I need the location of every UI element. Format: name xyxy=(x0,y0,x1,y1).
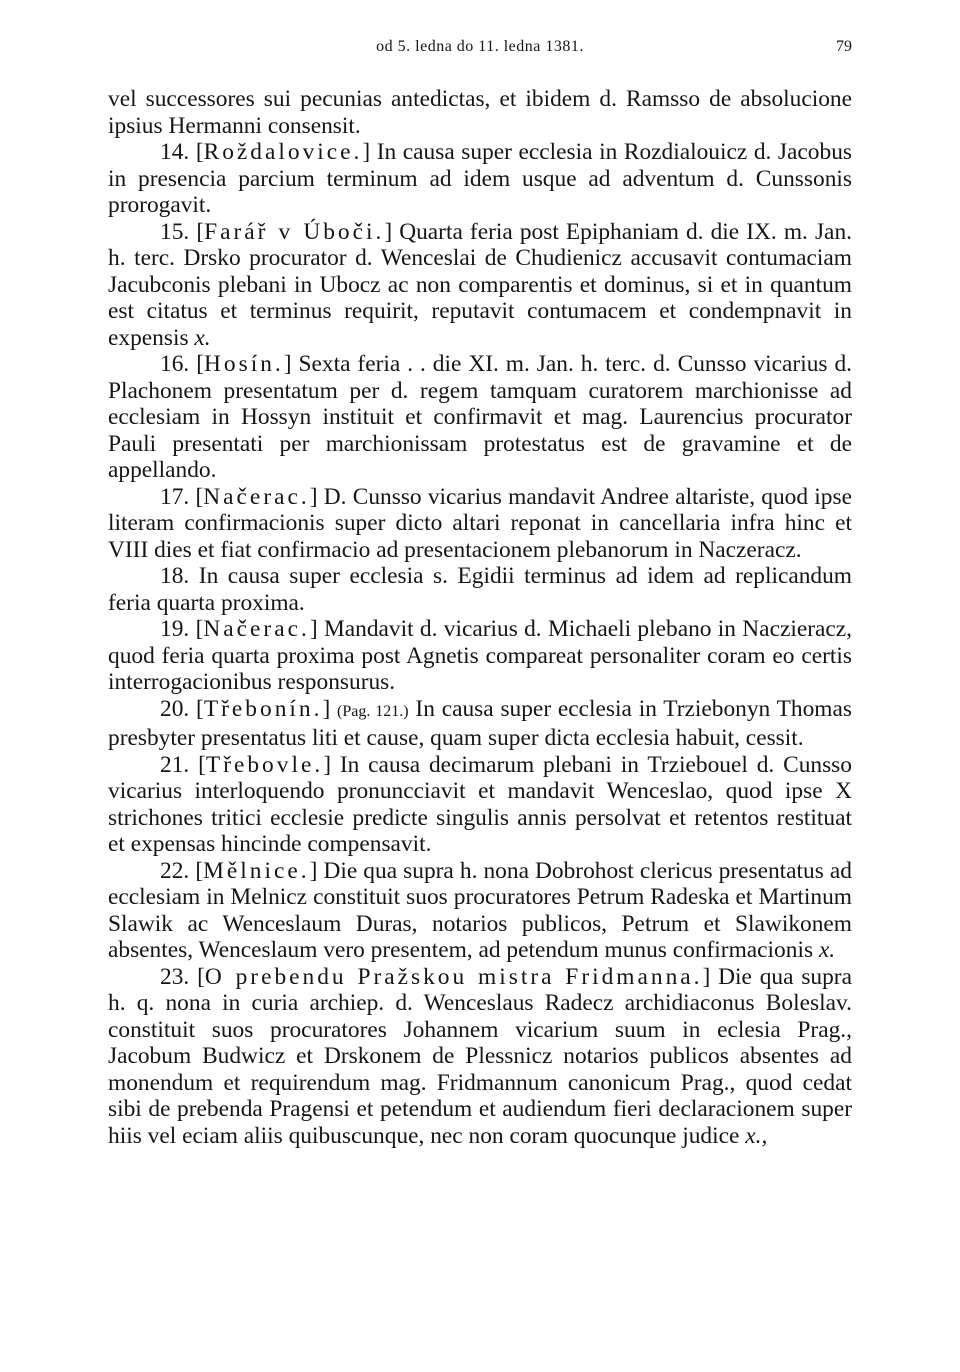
entry-tail: x. xyxy=(194,324,211,351)
entry-17: 17. [Načerac.] D. Cunsso vicarius mandavit Andree altariste, quod ipse literam confirmacionis super dicto altari reponat in cancellaria infra hinc et VIII dies et fiat confirmacio ad presentacionem plebanorum in Naczeracz. xyxy=(108,483,852,563)
place-name: O prebendu Pražskou mistra Fridmanna. xyxy=(204,963,703,990)
place-name: Mělnice. xyxy=(203,857,310,884)
entry-18 xyxy=(108,563,852,616)
entry-number: 21. xyxy=(160,751,190,778)
place-name: Třebonín. xyxy=(203,695,323,722)
entry-number: 17. xyxy=(160,483,190,510)
entry-16: 16. [Hosín.] Sexta feria . . die XI. m. Jan. h. terc. d. Cunsso vicarius d. Plachonem presentatum per d. regem tamquam curatorem marchionisse ad ecclesiam in Hossyn instituit et confirmavit et mag. Laurencius procurator Pauli presentati per marchionissam protestatus est de gravamine et de appellando. xyxy=(108,351,852,483)
entry-text: Quarta feria post Epiphaniam d. die IX. m. Jan. h. terc. Drsko procurator d. Wenceslai de Chudienicz accusavit contumaciam Jacubconis plebani in Ubocz ac non comparentis et dominus, si et in quantum est citatus et terminus requirit, reputavit contumacem et condempnavit in expensis xyxy=(108,218,852,351)
entry-number: 23. xyxy=(160,963,190,990)
entry-text: Die qua supra h. nona Dobrohost clericus presentatus ad ecclesiam in Melnicz constituit suos procuratores Petrum Radeska et Martinum Slawik ac Wenceslaum Duras, notarios publicos, Petrum et Slawikonem absentes, Wenceslaum vero presentem, ad petendum munus confirmacionis xyxy=(108,857,853,963)
entry-21: 21. [Třebovle.] In causa decimarum plebani in Trziebouel d. Cunsso vicarius interloquendo pronuncciavit et mandavit Wenceslao, quod ipse X strichones tritici ecclesie predicte singulis annis persolvat et retentos restituat et expensas hincinde compensavit. xyxy=(108,751,852,857)
entry-text: Sexta feria . . die XI. m. Jan. h. terc. d. Cunsso vicarius d. Plachonem presentatum per d. regem tamquam curatorem marchionisse ad ecclesiam in Hossyn instituit et confirmavit et mag. Laurencius procurator Pauli presentati per marchionissam protestatus est de gravamine et de appellando. xyxy=(108,351,852,483)
entry-tail: x. xyxy=(818,937,836,963)
entry-19: 19. [Načerac.] Mandavit d. vicarius d. Michaeli plebano in Naczieracz, quod feria quarta proxima post Agnetis compareat personaliter coram eo certis interrogacionibus responsurus. xyxy=(108,616,852,695)
page-header xyxy=(108,38,852,62)
entry-number: 16. xyxy=(160,351,190,377)
entry-number: 20. xyxy=(160,695,190,722)
entry-number: 15. xyxy=(160,218,190,245)
entry-20: 20. [Třebonín.] (Pag. 121.) In causa super ecclesia in Trziebonyn Thomas presbyter presentatus liti et cause, quam super dicta ecclesia habuit, cessit. xyxy=(108,695,852,751)
entry-number: 22. xyxy=(160,857,190,884)
running-head: od 5. ledna do 11. ledna 1381. xyxy=(376,38,584,55)
entry-22: 22. [Mělnice.] Die qua supra h. nona Dobrohost clericus presentatus ad ecclesiam in Melnicz constituit suos procuratores Petrum Radeska et Martinum Slawik ac Wenceslaum Duras, notarios publicos, Petrum et Slawikonem absentes, Wenceslaum vero presentem, ad petendum munus confirmacionis x. xyxy=(108,857,853,963)
entry-text: In causa decimarum plebani in Trziebouel d. Cunsso vicarius interloquendo pronuncciavit et mandavit Wenceslao, quod ipse X strichones tritici ecclesie predicte singulis annis persolvat et retentos restituat et expensas hincinde compensavit. xyxy=(108,751,852,857)
place-name: Farář v Úboči. xyxy=(204,218,385,245)
entry-tail: x., xyxy=(745,1122,768,1149)
entry-text: Die qua supra h. q. nona in curia archiep. d. Wenceslaus Radecz archidiaconus Boleslav. constituit suos procuratores Johannem vicarium suum in eclesia Prag., Jacobum Budwicz et Drskonem de Plessnicz notarios publicos absentes ad monendum et requirendum mag. Fridmannum canonicum Prag., quod cedat sibi de prebenda Pragensi et petendum et audiendum fieri declaracionem super hiis vel eciam aliis quibuscunque, nec non coram quocunque judice xyxy=(108,963,852,1149)
place-name: Načerac. xyxy=(203,616,310,642)
page-number: 79 xyxy=(836,38,852,55)
place-name: Hosín. xyxy=(204,351,284,377)
place-name: Třebovle. xyxy=(205,751,324,778)
body-text xyxy=(108,86,852,1149)
place-name: Roždalovice. xyxy=(203,139,363,165)
entry-text: D. Cunsso vicarius mandavit Andree altariste, quod ipse literam confirmacionis super dicto altari reponat in cancellaria infra hinc et VIII dies et fiat confirmacio ad presentacionem plebanorum in Naczeracz. xyxy=(108,483,852,563)
entry-number: 19. xyxy=(160,616,190,642)
entry-14: 14. [Roždalovice.] In causa super ecclesia in Rozdialouicz d. Jacobus in presencia parcium terminum ad idem usque ad adventum d. Cunssonis prorogavit. xyxy=(108,139,852,218)
entry-text: Mandavit d. vicarius d. Michaeli plebano in Naczieracz, quod feria quarta proxima post Agnetis compareat personaliter coram eo certis interrogacionibus responsurus. xyxy=(108,616,852,695)
entry-number: 18. xyxy=(160,563,190,589)
place-name: Načerac. xyxy=(203,483,310,510)
continuation-paragraph: vel successores sui pecunias antedictas, et ibidem d. Ramsso de absolucione ipsius Hermanni consensit. xyxy=(108,86,852,139)
entry-text: In causa super ecclesia in Trziebonyn Thomas presbyter presentatus liti et cause, quam super dicta ecclesia habuit, cessit. xyxy=(108,695,852,751)
entry-number: 14. xyxy=(160,139,190,165)
entry-text: In causa super ecclesia s. Egidii terminus ad idem ad replicandum feria quarta proxima. xyxy=(108,563,852,616)
entry-23: 23. [O prebendu Pražskou mistra Fridmanna.] Die qua supra h. q. nona in curia archiep. d. Wenceslaus Radecz archidiaconus Boleslav. constituit suos procuratores Johannem vicarium suum in eclesia Prag., Jacobum Budwicz et Drskonem de Plessnicz notarios publicos absentes ad monendum et requirendum mag. Fridmannum canonicum Prag., quod cedat sibi de prebenda Pragensi et petendum et audiendum fieri declaracionem super hiis vel eciam aliis quibuscunque, nec non coram quocunque judice x., xyxy=(108,963,852,1149)
entry-15: 15. [Farář v Úboči.] Quarta feria post Epiphaniam d. die IX. m. Jan. h. terc. Drsko procurator d. Wenceslai de Chudienicz accusavit contumaciam Jacubconis plebani in Ubocz ac non comparentis et dominus, si et in quantum est citatus et terminus requirit, reputavit contumacem et condempnavit in expensis x. xyxy=(108,218,852,351)
entry-text: In causa super ecclesia in Rozdialouicz d. Jacobus in presencia parcium terminum ad idem usque ad adventum d. Cunssonis prorogavit. xyxy=(108,139,852,218)
page-reference: (Pag. 121.) xyxy=(337,702,409,720)
